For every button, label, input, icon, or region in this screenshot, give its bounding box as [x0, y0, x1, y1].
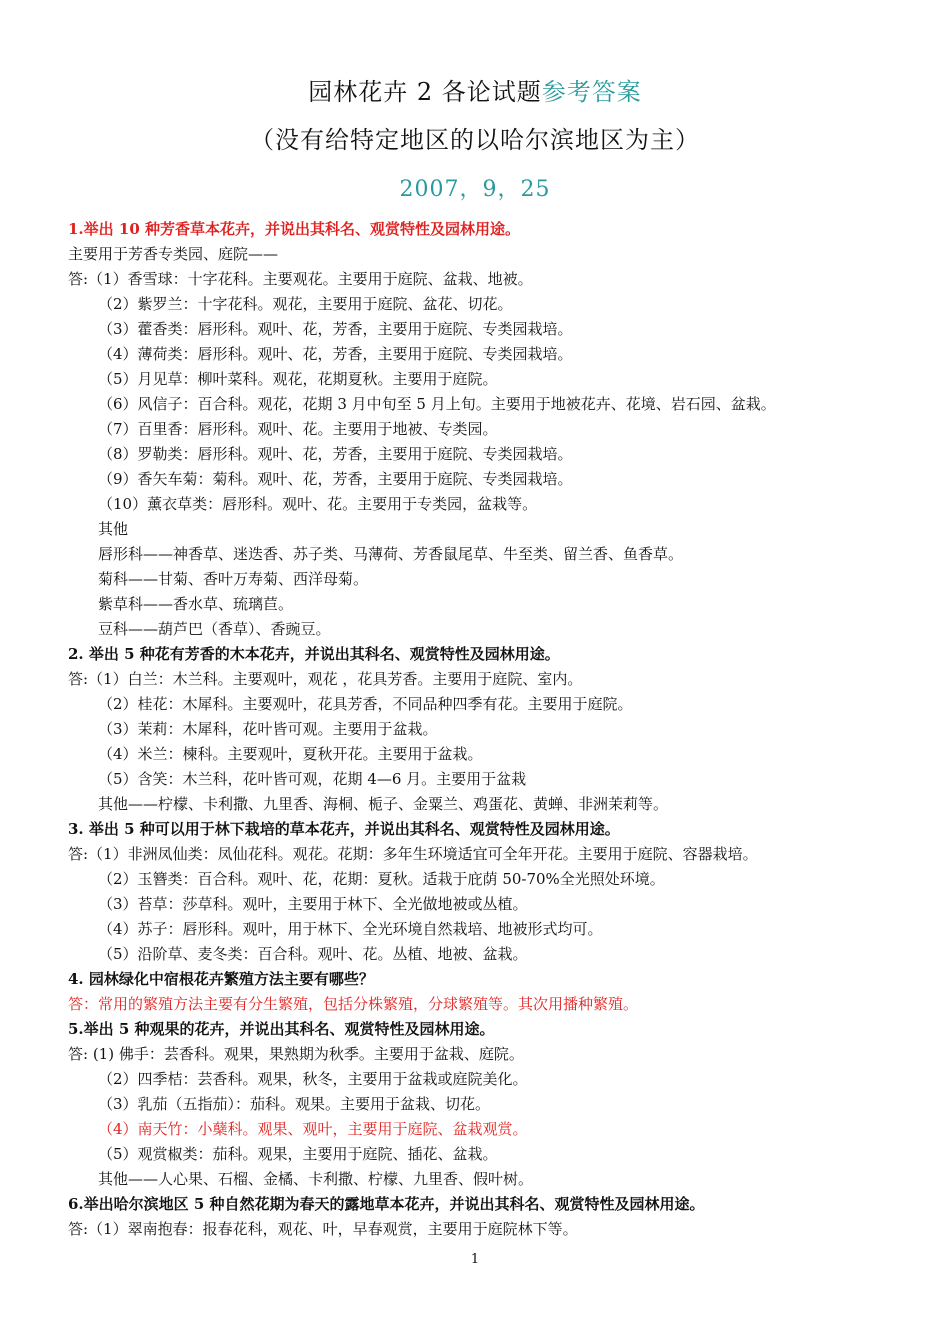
text-line: （7）百里香：唇形科。观叶、花。主要用于地被、专类园。: [98, 420, 498, 438]
text-line: 答: (1) 佛手：芸香科。观果，果熟期为秋季。主要用于盆栽、庭院。: [68, 1045, 524, 1063]
text-line: 6.举出哈尔滨地区 5 种自然花期为春天的露地草本花卉，并说出其科名、观赏特性及园林用途。: [68, 1195, 705, 1213]
text-line: 豆科——葫芦巴（香草）、香豌豆。: [98, 620, 331, 638]
document-body: [68, 217, 898, 1242]
text-line: 2. 举出 5 种花有芳香的木本花卉，并说出其科名、观赏特性及园林用途。: [68, 645, 560, 663]
text-line: 主要用于芳香专类园、庭院——: [68, 245, 279, 263]
text-line: 其他——人心果、石榴、金橘、卡利撒、柠檬、九里香、假叶树。: [98, 1170, 534, 1188]
text-line: （2）桂花：木犀科。主要观叶，花具芳香，不同品种四季有花。主要用于庭院。: [98, 695, 633, 713]
text-line: 菊科——甘菊、香叶万寿菊、西洋母菊。: [98, 570, 369, 588]
text-line: （6）风信子：百合科。观花，花期 3 月中旬至 5 月上旬。主要用于地被花卉、花境、岩石园、盆栽。: [98, 395, 776, 413]
text-line: （4）苏子：唇形科。观叶，用于林下、全光环境自然栽培、地被形式均可。: [98, 920, 603, 938]
text-line: 答:（1）香雪球：十字花科。主要观花。主要用于庭院、盆栽、地被。: [68, 270, 533, 288]
text-line: 答:（1）翠南抱春：报春花科，观花、叶，早春观赏，主要用于庭院林下等。: [68, 1220, 578, 1238]
text-line: （4）薄荷类：唇形科。观叶、花，芳香，主要用于庭院、专类园栽培。: [98, 345, 573, 363]
text-line: （3）乳茄（五指茄）：茄科。观果。主要用于盆栽、切花。: [98, 1095, 491, 1113]
text-line: 4. 园林绿化中宿根花卉繁殖方法主要有哪些？: [68, 970, 374, 988]
document-date: 2007，9，25: [399, 177, 551, 202]
text-line: 3. 举出 5 种可以用于林下栽培的草本花卉，并说出其科名、观赏特性及园林用途。: [68, 820, 620, 838]
text-line: 紫草科——香水草、琉璃苣。: [98, 595, 294, 613]
text-line: （2）四季桔：芸香科。观果，秋冬，主要用于盆栽或庭院美化。: [98, 1070, 528, 1088]
text-line: （2）紫罗兰：十字花科。观花，主要用于庭院、盆花、切花。: [98, 295, 513, 313]
title-main: 园林花卉 2 各论试题: [308, 78, 542, 106]
text-line: 唇形科——神香草、迷迭香、苏子类、马薄荷、芳香鼠尾草、牛至类、留兰香、鱼香草。: [98, 545, 684, 563]
text-line: （3）苔草：莎草科。观叶，主要用于林下、全光做地被或丛植。: [98, 895, 528, 913]
page-number: 1: [470, 1252, 480, 1267]
text-line: （5）月见草：柳叶菜科。观花，花期夏秋。主要用于庭院。: [98, 370, 498, 388]
text-line: （4）南天竹：小蘖科。观果、观叶，主要用于庭院、盆栽观赏。: [98, 1120, 528, 1138]
text-line: （4）米兰：楝科。主要观叶，夏秋开花。主要用于盆栽。: [98, 745, 483, 763]
title-accent: 参考答案: [541, 78, 642, 106]
text-line: （9）香矢车菊：菊科。观叶、花，芳香，主要用于庭院、专类园栽培。: [98, 470, 573, 488]
text-line: 1.举出 10 种芳香草本花卉，并说出其科名、观赏特性及园林用途。: [68, 220, 520, 238]
page-subtitle: （没有给特定地区的以哈尔滨地区为主）: [250, 126, 700, 154]
text-line: （3）茉莉：木犀科，花叶皆可观。主要用于盆栽。: [98, 720, 438, 738]
page-title: [0, 72, 950, 107]
text-line: （8）罗勒类：唇形科。观叶、花，芳香，主要用于庭院、专类园栽培。: [98, 445, 573, 463]
text-line: （5）沿阶草、麦冬类：百合科。观叶、花。丛植、地被、盆栽。: [98, 945, 528, 963]
text-line: （5）含笑：木兰科，花叶皆可观，花期 4—6 月。主要用于盆栽: [98, 770, 527, 788]
text-line: （10）薰衣草类：唇形科。观叶、花。主要用于专类园，盆栽等。: [98, 495, 538, 513]
text-line: （5）观赏椒类：茄科。观果，主要用于庭院、插花、盆栽。: [98, 1145, 498, 1163]
text-line: 答：常用的繁殖方法主要有分生繁殖，包括分株繁殖，分球繁殖等。其次用播种繁殖。: [68, 995, 639, 1013]
text-line: 其他: [98, 520, 129, 538]
text-line: 5.举出 5 种观果的花卉，并说出其科名、观赏特性及园林用途。: [68, 1020, 495, 1038]
text-line: 答:（1）非洲凤仙类：凤仙花科。观花。花期：多年生环境适宜可全年开花。主要用于庭院、容器栽培。: [68, 845, 758, 863]
text-line: （3）藿香类：唇形科。观叶、花，芳香，主要用于庭院、专类园栽培。: [98, 320, 573, 338]
text-line: 答:（1）白兰：木兰科。主要观叶，观花 ，花具芳香。主要用于庭院、室内。: [68, 670, 583, 688]
text-line: （2）玉簪类：百合科。观叶、花，花期：夏秋。适栽于庇荫 50-70%全光照处环境。: [98, 870, 665, 888]
text-line: 其他——柠檬、卡利撒、九里香、海桐、栀子、金粟兰、鸡蛋花、黄蝉、非洲茉莉等。: [98, 795, 669, 813]
